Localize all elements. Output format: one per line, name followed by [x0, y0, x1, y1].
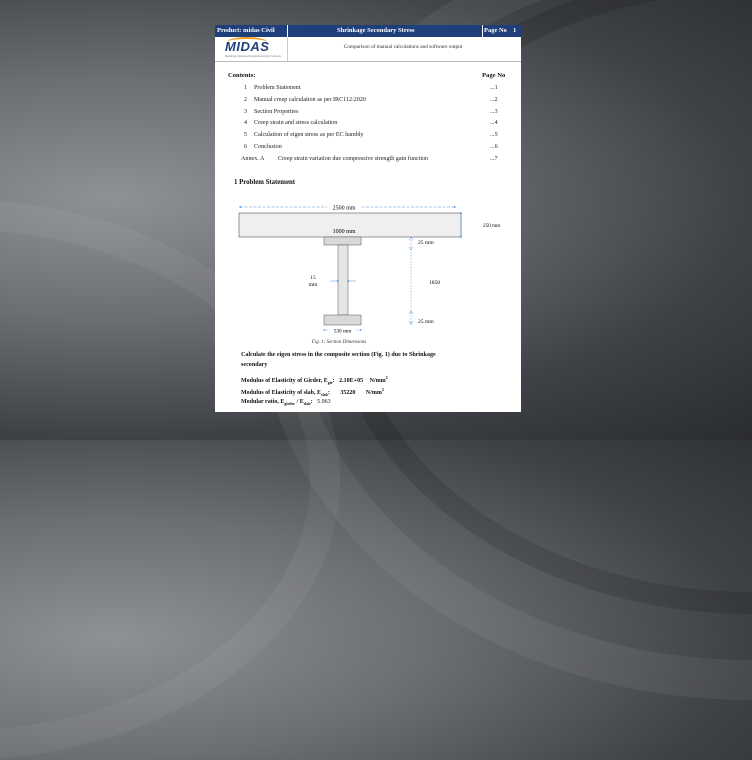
document-page: [215, 25, 521, 412]
girder-web: [338, 245, 348, 315]
modular-ratio-row: Modular ratio, $E_{girder} / E_{slab}$: 5.963: [241, 399, 331, 407]
page-number-label: Page No: [484, 27, 507, 34]
toc-item-page: ...6: [490, 144, 498, 150]
document-subtitle: Comparison of manual calculations and software output: [343, 44, 463, 50]
top-flange-thickness-label: 25 mm: [418, 240, 434, 246]
midas-logo: MIDAS: [225, 39, 270, 54]
toc-item-label[interactable]: Section Properties: [254, 108, 299, 115]
toc-item-label[interactable]: Conclusion: [254, 144, 282, 150]
slab-depth-label: 250 mm: [483, 223, 501, 229]
modulus-girder-value: 2.10E+05: [339, 378, 364, 384]
toc-item-page: ...5: [490, 132, 498, 139]
modular-ratio-value: 5.963: [317, 399, 331, 405]
modulus-girder-row: Modulus of Elasticity of Girder, $E_{gir}$: 2.10E+05 $N/mm^2$: [241, 375, 388, 386]
toc-item-page: ...4: [490, 120, 498, 127]
ratio-divider: / E: [295, 399, 304, 405]
unit-superscript: 2: [385, 375, 388, 380]
toc-item-number: 2: [244, 96, 248, 103]
toc-item-number: 6: [244, 144, 248, 150]
toc-item-number: 4: [244, 120, 248, 127]
unit-superscript: 2: [381, 387, 384, 392]
logo-tagline: Modeling, Integrated Design & Analysis Software: [225, 55, 282, 58]
flange-width-label: 1000 mm: [332, 229, 356, 235]
toc-item-page: ...2: [490, 96, 498, 103]
header-divider: [215, 61, 521, 62]
modulus-girder-subscript: gir: [327, 380, 333, 386]
slab-width-label: 2500 mm: [332, 205, 356, 212]
section-dimensions-figure: [215, 195, 521, 345]
web-thickness-unit: mm: [308, 282, 318, 288]
toc-item-number: 3: [244, 108, 248, 115]
page-number: 1: [513, 27, 517, 34]
toc-item-number: Annex. A: [241, 155, 265, 162]
document-title: Shrinkage Secondary Stress: [337, 27, 415, 34]
modulus-slab-unit: N/mm: [365, 390, 382, 396]
toc-item-number: 5: [244, 132, 248, 139]
modular-ratio-label: Modular ratio, E: [241, 399, 285, 405]
problem-statement: Calculate the eigen stress in the composite section (Fig. 1) due to Shrinkage: [241, 352, 436, 358]
toc-item-number: 1: [244, 85, 248, 91]
toc-item-label[interactable]: Problem Statement: [254, 85, 301, 91]
toc-item-label[interactable]: Creep strain and stress calculation: [254, 120, 338, 127]
ratio-subscript-slab: slab: [303, 401, 311, 407]
bottom-width-label: 530 mm: [333, 328, 352, 335]
toc-item-label[interactable]: Manual creep calculation as per IRC112:2020: [254, 96, 366, 103]
ratio-subscript-girder: girder: [284, 401, 296, 407]
toc-item-page: ...3: [490, 108, 498, 115]
page-header: [215, 25, 521, 37]
toc-item-label[interactable]: Calculation of eigen stress as per EC hambly: [254, 132, 364, 139]
modulus-girder-unit: N/mm: [369, 378, 386, 384]
bottom-flange-thickness-label: 25 mm: [418, 319, 434, 325]
contents-heading: Contents:: [228, 72, 256, 79]
modulus-girder-label: Modulus of Elasticity of Girder, E: [241, 378, 328, 384]
web-thickness-label: 15: [310, 275, 316, 281]
figure-caption: Fig. 1: Section Dimensions: [311, 340, 367, 345]
toc-item-label[interactable]: Creep strain variation due compressive strength gain function: [278, 155, 429, 162]
toc-item-page: ...1: [490, 85, 498, 91]
girder-bottom-flange: [324, 315, 361, 325]
web-depth-label: 1850: [429, 280, 441, 286]
modulus-slab-label: Modulus of Elasticity of slab, E: [241, 390, 322, 396]
girder-top-flange: [324, 237, 361, 245]
section-heading: 1 Problem Statement: [234, 179, 296, 186]
toc-item-page: ...7: [490, 155, 498, 162]
problem-statement-cont: secondary: [241, 362, 268, 368]
contents-page-heading: Page No: [482, 72, 506, 79]
modulus-slab-row: Modulus of Elasticity of slab, $E_{slab}$: 35220 $N/mm^2$: [241, 387, 384, 398]
modulus-slab-value: 35220: [340, 390, 356, 396]
product-label: Product: midas Civil: [217, 27, 275, 34]
modulus-slab-subscript: slab: [321, 392, 328, 398]
